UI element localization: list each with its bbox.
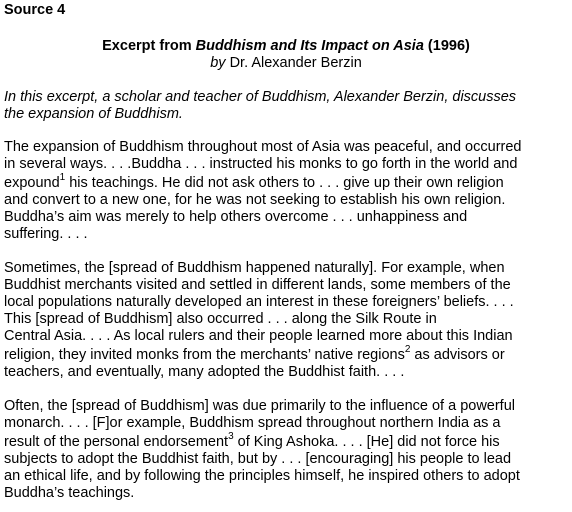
p1-line-4: and convert to a new one, for he was not seeking to establish his own religion.	[4, 192, 506, 208]
source-label: Source 4	[4, 2, 66, 18]
p1-line-6: suffering. . . .	[4, 226, 88, 242]
p2-line-4: This [spread of Buddhism] also occurred . . . along the Silk Route in	[4, 311, 437, 327]
p3-line-1: Often, the [spread of Buddhism] was due primarily to the influence of a powerful	[4, 398, 515, 414]
p3-line-4: subjects to adopt the Buddhist faith, but by . . . [encouraging] his people to lead	[4, 451, 512, 467]
p3-line-3-end: of King Ashoka. . . . [He] did not force his	[233, 434, 500, 450]
p2-line-6-start: religion, they invited monks from the merchants’ native regions	[4, 347, 405, 363]
p2-line-1: Sometimes, the [spread of Buddhism happened naturally]. For example, when	[4, 260, 505, 276]
title-prefix: Excerpt from	[102, 38, 196, 54]
p3-line-5: an ethical life, and by following the principles himself, he inspired others to adopt	[4, 468, 520, 484]
p2-line-6	[4, 344, 505, 364]
p3-line-2: monarch. . . . [F]or example, Buddhism spread throughout northern India as a	[4, 415, 501, 431]
footnote-marker-3: 3	[228, 431, 234, 443]
p1-line-5: Buddha’s aim was merely to help others overcome . . . unhappiness and	[4, 209, 468, 225]
p1-line-3	[4, 172, 504, 192]
p3-line-6: Buddha’s teachings.	[4, 485, 135, 501]
p2-line-3: local populations naturally developed an interest in these foreigners’ beliefs. . . .	[4, 294, 514, 310]
footnote-marker-1: 1	[59, 172, 66, 184]
p2-line-5: Central Asia. . . . As local rulers and their people learned more about this Indian	[4, 328, 513, 344]
p1-line-2: in several ways. . . .Buddha . . . instructed his monks to go forth in the world and	[4, 156, 518, 172]
p2-line-7: teachers, and eventually, many adopted the Buddhist faith. . . .	[4, 364, 405, 380]
title-year: (1996)	[423, 38, 470, 54]
intro-line-2: the expansion of Buddhism.	[4, 106, 183, 122]
excerpt-title	[4, 38, 568, 55]
p2-line-2: Buddhist merchants visited and settled in different lands, some members of the	[4, 277, 511, 293]
p1-line-3-end: his teachings. He did not ask others to . . . give up their own religion	[65, 175, 504, 191]
p3-line-3-start: result of the personal endorsement	[4, 434, 229, 450]
p3-line-3	[4, 431, 500, 451]
book-title: Buddhism and Its Impact on Asia	[195, 38, 424, 54]
p2-line-6-end: as advisors or	[410, 347, 505, 363]
footnote-marker-2: 2	[404, 344, 411, 356]
intro-line-1: In this excerpt, a scholar and teacher of Buddhism, Alexander Berzin, discusses	[4, 89, 517, 105]
byline	[4, 55, 568, 72]
p1-line-3-start: expound	[4, 175, 60, 191]
byline-by: by	[210, 55, 226, 71]
p1-line-1: The expansion of Buddhism throughout most of Asia was peaceful, and occurred	[4, 139, 522, 155]
byline-author: Dr. Alexander Berzin	[225, 55, 362, 71]
